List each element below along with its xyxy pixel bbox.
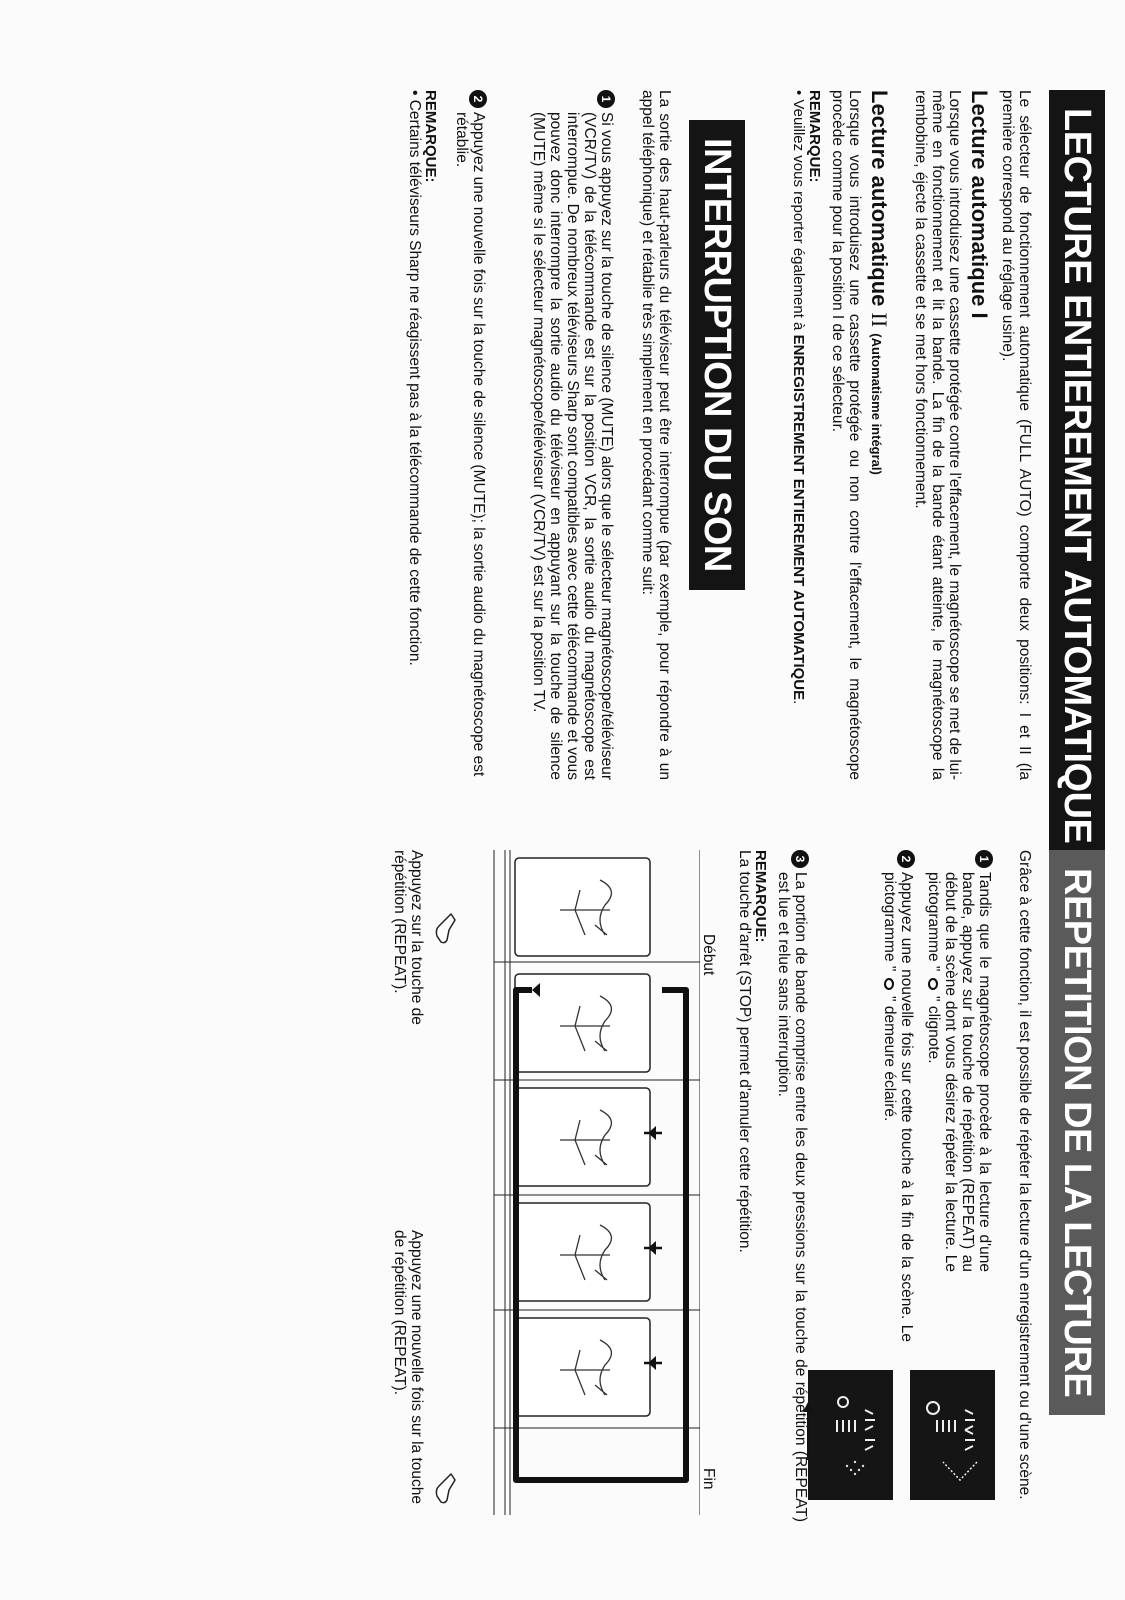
repeat-remark: La touche d'arrêt (STOP) permet d'annuler cette répétition. [736,850,753,1253]
label-start: Début [700,934,717,976]
repeat-step-2-badge: 2 [897,850,915,868]
auto-play-2-heading [864,90,891,475]
filmstrip-diagram [430,850,700,1515]
repeat-step-2 [881,872,915,1342]
full-auto-remark-label: REMARQUE: [806,90,823,183]
auto-play-1-heading: Lecture automatique I [967,90,992,319]
repeat-icon-lit [882,976,896,992]
mute-remark-label: REMARQUE: [422,90,439,183]
repeat-step-1-a: Tandis que le magnétoscope procède à la lecture d'une bande, appuyez sur la touche de répétition (REPEAT) au début de la scène dont vous désirez répéter la lecture. Le pictogramme " [925,872,993,1272]
repeat-step-1 [925,872,993,1272]
step-2-badge: 2 [469,90,487,108]
caption-press-end: Appuyez une nouvelle fois sur la touche de répétition (REPEAT). [391,1230,425,1505]
repeat-step-1-badge: 1 [975,850,993,868]
hand-press-icon [427,910,457,946]
full-auto-remark [790,90,807,780]
step-1-badge: 1 [597,90,615,108]
title-mute: INTERRUPTION DU SON [689,120,745,590]
mute-remark: • Certains téléviseurs Sharp ne réagissent pas à la télécommande de cette fonction. [406,90,423,666]
repeat-step-2-b: " demeure éclairé. [881,996,898,1122]
label-end: Fin [700,1468,717,1490]
mute-step-1: Si vous appuyez sur la touche de silence (MUTE) alors que le sélecteur magnétoscope/téléviseur (VCR/TV) de la télécommande est sur la position VCR, la sortie audio du magnétoscope est interrompue. De nombreux téléviseurs Sharp sont compatibles avec cette télécommande et vous pouvez donc interrompre la sortie audio du téléviseur en appuyant sur la touche de silence (MUTE) même si le sélecteur magnétoscope/téléviseur (VCR/TV) est sur la position TV. [530,112,615,780]
remark-text-b: ENREGISTREMENT ENTIEREMENT AUTOMATIQUE [790,334,807,701]
auto-play-1-body: Lorsque vous introduisez une cassette protégée contre l'effacement, le magnétoscope se met de lui-même en fonctionnement et lit la bande. La fin de la bande étant atteinte, le magnétoscope la rembobine, éjecte la cassette et se met hors fonctionnement. [912,90,963,780]
title-full-auto: LECTURE ENTIEREMENT AUTOMATIQUE [1049,90,1105,861]
repeat-step-3-badge: 3 [791,850,809,868]
repeat-intro: Grâce à cette fonction, il est possible de répéter la lecture d'un enregistrement ou d'une scène. [1016,850,1033,1500]
repeat-step-3: La portion de bande comprise entre les deux pressions sur la touche de répétition (REPEAT) est lue et relue sans interruption. [775,872,809,1522]
mute-intro: La sortie des haut-parleurs du téléviseur peut être interrompue (par exemple, pour répondre à un appel téléphonique) et rétablie très simplement en procédant comme suit: [639,90,673,780]
repeat-step-1-b: " clignote. [925,996,942,1064]
display-lit [808,1370,893,1500]
full-auto-intro: Le sélecteur de fonctionnement automatique (FULL AUTO) comporte deux positions: I et II (la première correspond au réglage usine). [999,90,1033,780]
auto-play-2-title-c: (Automatisme intégral) [869,333,884,475]
remark-text-a: • Veuillez vous reporter également à [790,90,807,331]
auto-play-2-title-b: II [867,312,892,328]
auto-play-2-body: Lorsque vous introduisez une cassette protégée ou non contre l'effacement, le magnétoscope procède comme pour la position I de ce sélecteur. [829,90,863,780]
repeat-remark-label: REMARQUE: [752,850,769,943]
remark-text-c: . [790,700,807,705]
repeat-icon [926,976,940,992]
hand-press-icon-2 [427,1470,457,1506]
mute-step-2: Appuyez une nouvelle fois sur la touche de silence (MUTE); la sortie audio du magnétoscope est rétablie. [453,112,487,777]
auto-play-2-title-a: Lecture automatique [867,90,892,307]
caption-press-start: Appuyez sur la touche de répétition (REPEAT). [391,850,425,1025]
title-repeat: REPETITION DE LA LECTURE [1049,850,1105,1415]
repeat-step-2-a: Appuyez une nouvelle fois sur cette touche à la fin de la scène. Le pictogramme " [881,872,915,1342]
display-blinking [910,1370,995,1500]
